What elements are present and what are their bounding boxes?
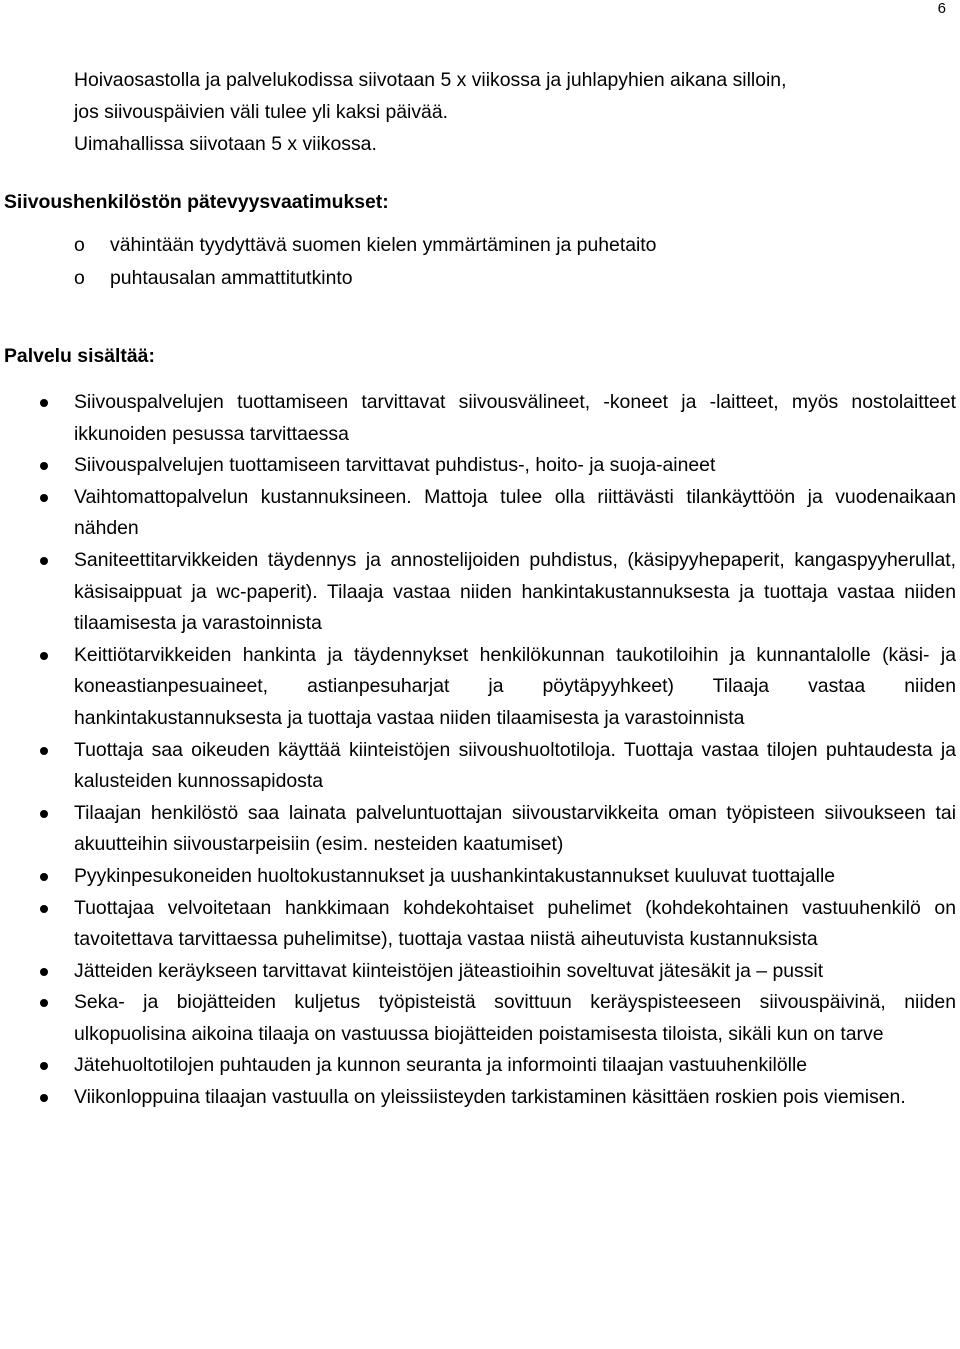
list-item: [0, 735, 960, 798]
list-item: [0, 861, 960, 893]
list-item: [0, 640, 960, 735]
intro-line: Uimahallissa siivotaan 5 x viikossa.: [74, 133, 377, 155]
list-item: [0, 987, 960, 1050]
list-item-text: Vaihtomattopalvelun kustannuksineen. Mattoja tulee olla riittävästi tilankäyttöön ja vuodenaikaan nähden: [74, 485, 956, 540]
list-item-text: Siivouspalvelujen tuottamiseen tarvittavat siivousvälineet, -koneet ja -laitteet, myös nostolaitteet ikkunoiden pesussa tarvittaessa: [74, 391, 956, 445]
list-item-text: Keittiötarvikkeiden hankinta ja täydennykset henkilökunnan taukotiloihin ja kunnantalolle (käsi- ja koneastianpesuaineet, astianpesuharjat ja pöytäpyyhkeet) Tilaaja vastaa niiden hankintakustannuksesta ja tuottaja vastaa niiden tilaamisesta ja varastoinnista: [74, 643, 956, 729]
service-heading: Palvelu sisältää:: [4, 345, 155, 367]
list-item: [0, 893, 960, 956]
qualifications-heading: Siivoushenkilöstön pätevyysvaatimukset:: [4, 191, 389, 213]
intro-line: Hoivaosastolla ja palvelukodissa siivotaan 5 x viikossa ja juhlapyhien aikana silloin,: [74, 69, 787, 91]
qualifications-list: [0, 229, 960, 295]
list-item-text: Jätteiden keräykseen tarvittavat kiinteistöjen jäteastioihin soveltuvat jätesäkit ja – pussit: [74, 959, 824, 982]
list-item-text: Jätehuoltotilojen puhtauden ja kunnon seuranta ja informointi tilaajan vastuuhenkilölle: [74, 1054, 808, 1077]
list-item-text: Tuottajaa velvoitetaan hankkimaan kohdekohtaiset puhelimet (kohdekohtainen vastuuhenkilö on tavoitettava tarvittaessa puhelimitse), tuottaja vastaa niistä aiheutuvista kustannuksista: [74, 896, 956, 951]
bullet-icon: [40, 873, 48, 881]
list-item: [0, 956, 960, 988]
intro-paragraph: [74, 64, 954, 160]
list-item-text: Tilaajan henkilöstö saa lainata palveluntuottajan siivoustarvikkeita oman työpisteen siivoukseen tai akuutteihin siivoustarpeisiin (esim. nesteiden kaatumiset): [74, 801, 956, 856]
service-list: [0, 387, 960, 1114]
list-item: [0, 229, 960, 262]
list-item-text: Pyykinpesukoneiden huoltokustannukset ja uushankintakustannukset kuuluvat tuottajalle: [74, 864, 836, 887]
list-item: [0, 1050, 960, 1082]
list-item: [0, 450, 960, 482]
list-item-text: puhtausalan ammattitutkinto: [110, 267, 353, 289]
bullet-icon: [40, 810, 48, 818]
list-item-text: Saniteettitarvikkeiden täydennys ja annostelijoiden puhdistus, (käsipyyhepaperit, kangaspyyherullat, käsisaippuat ja wc-paperit). Tilaaja vastaa niiden hankintakustannuksesta ja tuottaja vastaa niiden tilaamisesta ja varastoinnista: [74, 548, 956, 635]
bullet-icon: [40, 462, 48, 470]
bullet-icon: [40, 1094, 48, 1102]
bullet-icon: [40, 557, 48, 565]
list-item-text: Viikonloppuina tilaajan vastuulla on yleissiisteyden tarkistaminen käsittäen roskien pois viemisen.: [74, 1086, 906, 1109]
bullet-icon: [40, 747, 48, 755]
bullet-icon: [40, 1062, 48, 1070]
bullet-icon: [40, 494, 48, 502]
list-item: [0, 545, 960, 640]
list-item-text: Tuottaja saa oikeuden käyttää kiinteistöjen siivoushuoltotiloja. Tuottaja vastaa tilojen puhtaudesta ja kalusteiden kunnossapidosta: [74, 738, 956, 793]
bullet-icon: [40, 652, 48, 660]
bullet-icon: [40, 968, 48, 976]
circle-marker-icon: o: [74, 234, 85, 256]
list-item: [0, 798, 960, 861]
page-number: 6: [937, 0, 946, 17]
list-item-text: Seka- ja biojätteiden kuljetus työpisteistä sovittuun keräyspisteeseen siivouspäivinä, niiden ulkopuolisina aikoina tilaaja on vastuussa biojätteiden poistamisesta tiloista, sikäli kun on tarve: [74, 991, 956, 1045]
list-item: [0, 387, 960, 450]
list-item: [0, 1082, 960, 1114]
list-item-text: Siivouspalvelujen tuottamiseen tarvittavat puhdistus-, hoito- ja suoja-aineet: [74, 454, 716, 477]
bullet-icon: [40, 999, 48, 1007]
circle-marker-icon: o: [74, 267, 85, 289]
list-item: [0, 482, 960, 545]
intro-line: jos siivouspäivien väli tulee yli kaksi päivää.: [74, 101, 448, 123]
bullet-icon: [40, 905, 48, 913]
list-item: [0, 262, 960, 295]
bullet-icon: [40, 399, 48, 407]
list-item-text: vähintään tyydyttävä suomen kielen ymmärtäminen ja puhetaito: [110, 234, 657, 256]
